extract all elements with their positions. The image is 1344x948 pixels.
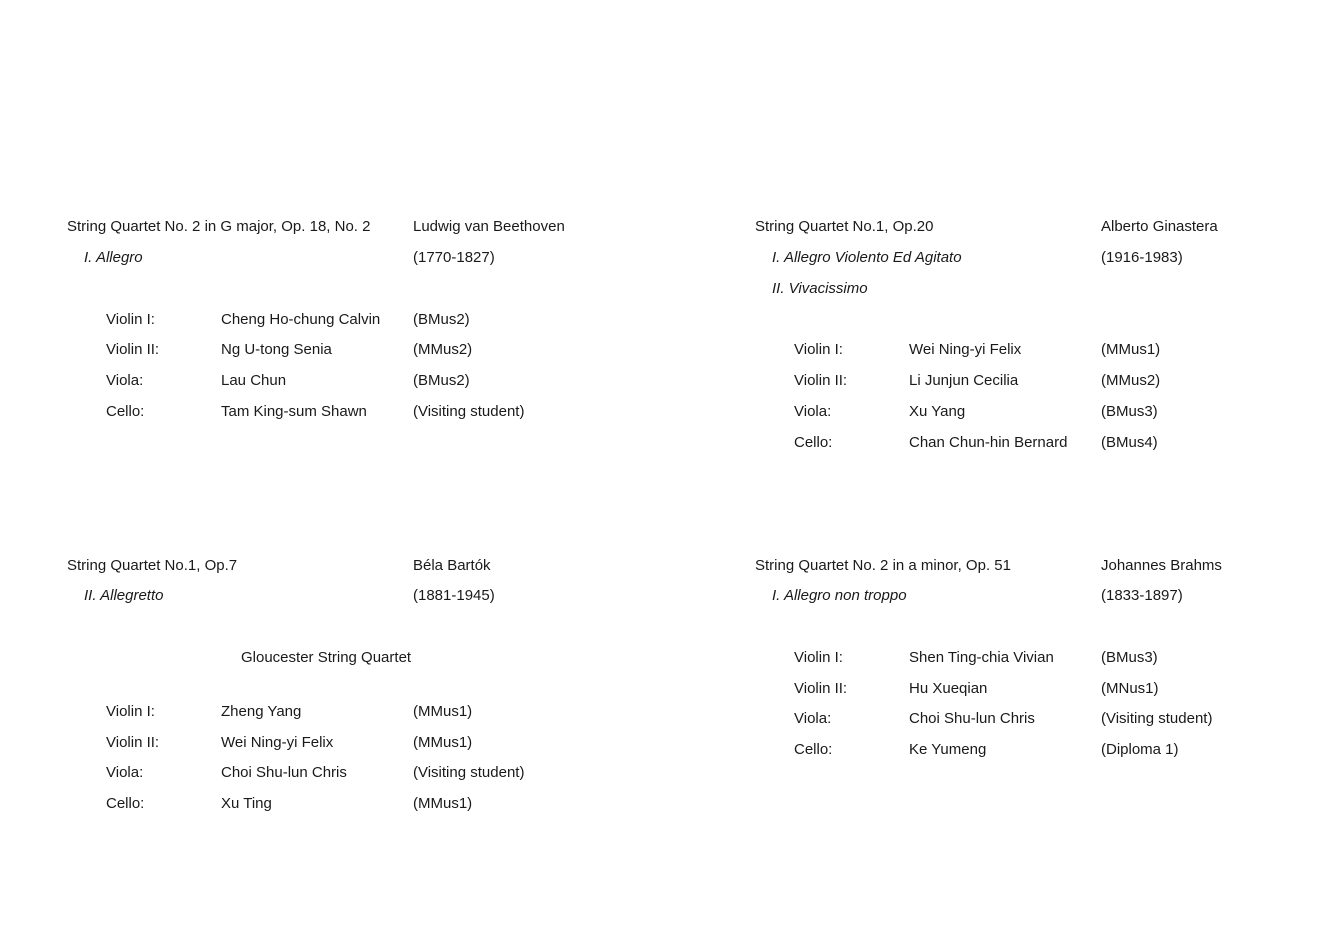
player-role: Violin I: [794, 649, 843, 666]
player-program: (MMus1) [1101, 341, 1161, 358]
piece-title: String Quartet No. 2 in G major, Op. 18, No. 2 [67, 218, 371, 235]
movement: I. Allegro [84, 249, 143, 266]
player-role: Cello: [794, 741, 833, 758]
player-name: Choi Shu-lun Chris [909, 710, 1035, 727]
piece-beethoven [67, 218, 667, 518]
player-role: Violin I: [106, 311, 155, 328]
player-name: Cheng Ho-chung Calvin [221, 311, 381, 328]
player-program: (BMus3) [1101, 649, 1158, 666]
player-program: (MMus1) [413, 703, 473, 720]
player-name: Tam King-sum Shawn [221, 403, 367, 420]
composer-name: Ludwig van Beethoven [413, 218, 565, 235]
player-role: Violin II: [106, 341, 160, 358]
player-name: Lau Chun [221, 372, 287, 389]
composer-name: Béla Bartók [413, 557, 491, 574]
movement: II. Allegretto [84, 587, 164, 604]
player-role: Viola: [794, 403, 832, 420]
piece-title: String Quartet No. 2 in a minor, Op. 51 [755, 557, 1011, 574]
player-program: (MMus2) [413, 341, 473, 358]
composer-name: Johannes Brahms [1101, 557, 1222, 574]
player-name: Wei Ning-yi Felix [909, 341, 1022, 358]
player-name: Ke Yumeng [909, 741, 987, 758]
player-name: Xu Yang [909, 403, 966, 420]
player-role: Violin II: [794, 680, 848, 697]
player-name: Hu Xueqian [909, 680, 988, 697]
composer-name: Alberto Ginastera [1101, 218, 1218, 235]
player-role: Cello: [794, 434, 833, 451]
player-program: (Visiting student) [413, 764, 525, 781]
player-role: Violin I: [794, 341, 843, 358]
composer-dates: (1833-1897) [1101, 587, 1183, 604]
movement: I. Allegro non troppo [772, 587, 907, 604]
player-name: Choi Shu-lun Chris [221, 764, 347, 781]
composer-dates: (1770-1827) [413, 249, 495, 266]
movement: I. Allegro Violento Ed Agitato [772, 249, 962, 266]
player-name: Wei Ning-yi Felix [221, 734, 334, 751]
piece-brahms [755, 557, 1344, 857]
movement: II. Vivacissimo [772, 280, 868, 297]
player-role: Cello: [106, 795, 145, 812]
player-role: Viola: [106, 764, 144, 781]
player-program: (BMus2) [413, 372, 470, 389]
piece-title: String Quartet No.1, Op.20 [755, 218, 934, 235]
player-name: Chan Chun-hin Bernard [909, 434, 1068, 451]
player-program: (BMus2) [413, 311, 470, 328]
player-role: Violin II: [794, 372, 848, 389]
player-role: Viola: [794, 710, 832, 727]
player-role: Violin I: [106, 703, 155, 720]
player-name: Ng U-tong Senia [221, 341, 332, 358]
player-program: (BMus4) [1101, 434, 1158, 451]
piece-title: String Quartet No.1, Op.7 [67, 557, 238, 574]
piece-ginastera [755, 218, 1344, 518]
player-role: Violin II: [106, 734, 160, 751]
piece-bartok [67, 557, 667, 857]
ensemble-name: Gloucester String Quartet [241, 649, 412, 666]
composer-dates: (1881-1945) [413, 587, 495, 604]
player-role: Viola: [106, 372, 144, 389]
player-program: (MNus1) [1101, 680, 1159, 697]
player-name: Li Junjun Cecilia [909, 372, 1019, 389]
player-name: Zheng Yang [221, 703, 302, 720]
player-program: (MMus1) [413, 734, 473, 751]
player-name: Xu Ting [221, 795, 272, 812]
player-name: Shen Ting-chia Vivian [909, 649, 1054, 666]
player-program: (Visiting student) [413, 403, 525, 420]
player-program: (MMus2) [1101, 372, 1161, 389]
player-program: (MMus1) [413, 795, 473, 812]
player-program: (BMus3) [1101, 403, 1158, 420]
player-program: (Diploma 1) [1101, 741, 1179, 758]
composer-dates: (1916-1983) [1101, 249, 1183, 266]
player-program: (Visiting student) [1101, 710, 1213, 727]
player-role: Cello: [106, 403, 145, 420]
